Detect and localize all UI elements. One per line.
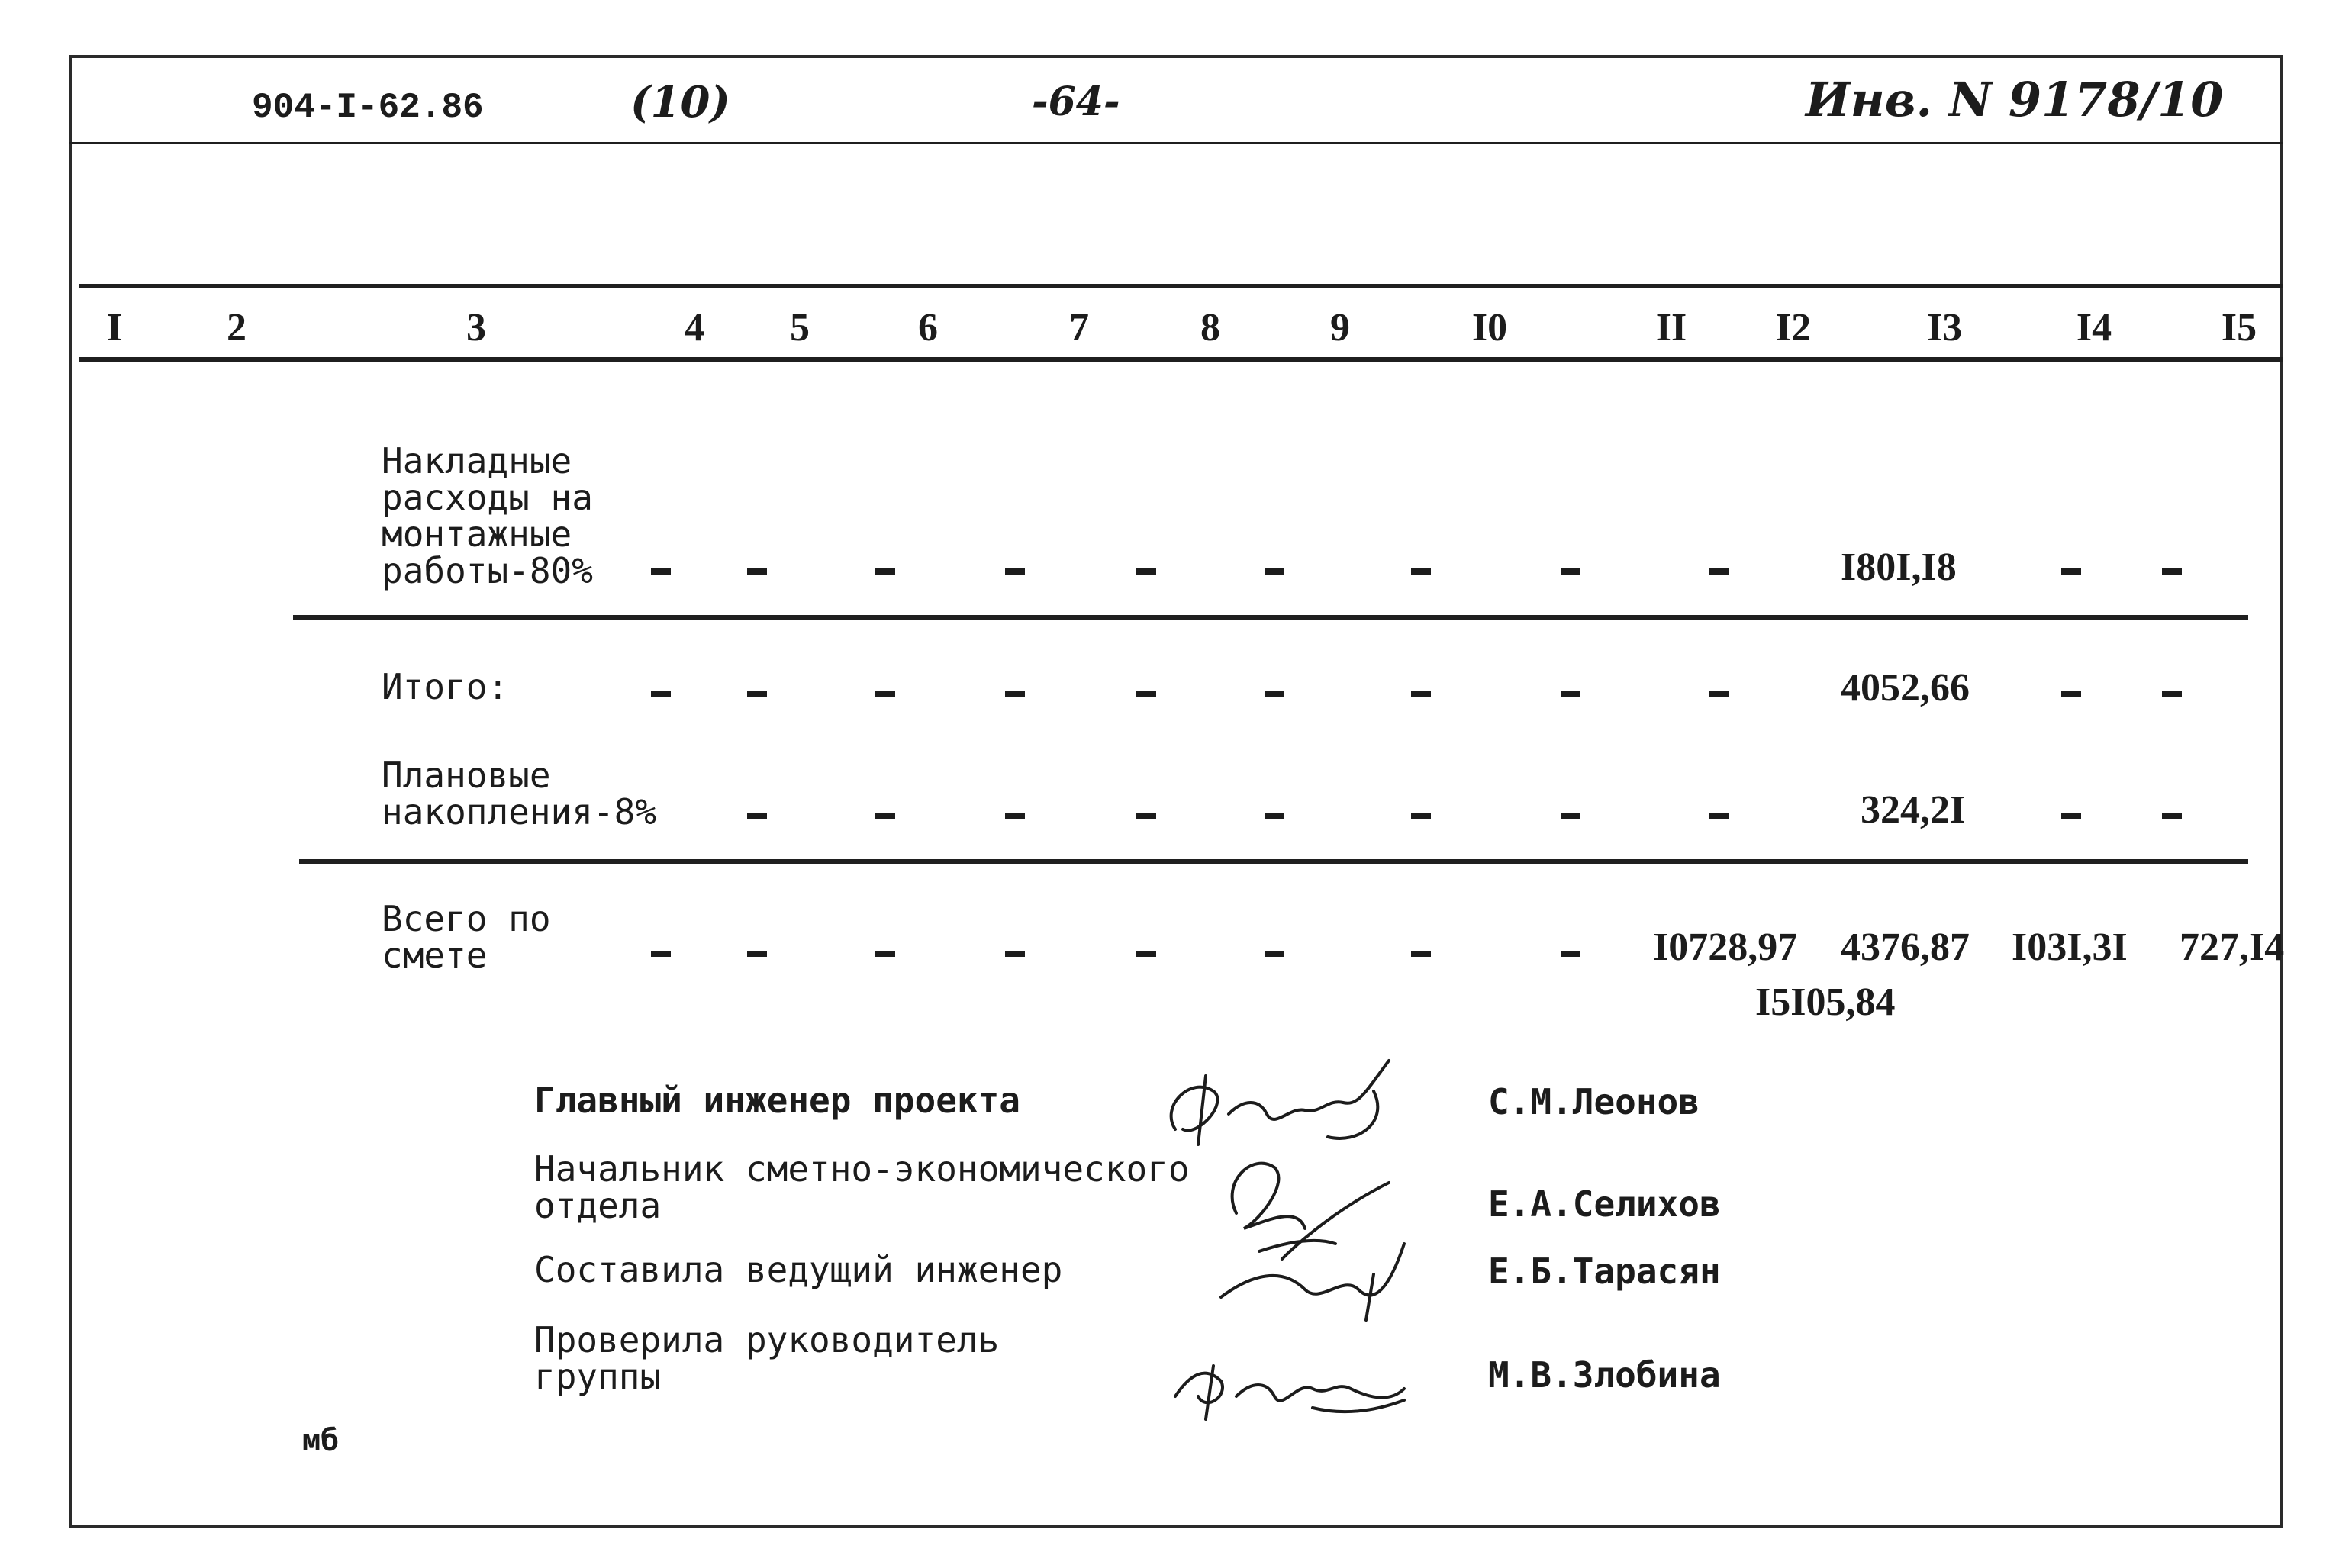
signature-name-4: М.В.Злобина <box>1488 1354 1721 1396</box>
header-rule <box>69 142 2283 144</box>
total-col15: 727,I4 <box>2180 926 2285 969</box>
column-number: 6 <box>918 306 938 349</box>
page-number: -64- <box>1032 79 1120 125</box>
empty-cell-dash-overhead <box>1561 568 1580 575</box>
empty-cell-dash-subtotal <box>2162 691 2182 697</box>
total-col13: 4376,87 <box>1841 926 1970 969</box>
empty-cell-dash-planned <box>1411 813 1431 819</box>
column-number: 7 <box>1069 306 1089 349</box>
column-number: I2 <box>1775 306 1812 349</box>
empty-cell-dash-total <box>1265 951 1284 957</box>
empty-cell-dash-subtotal <box>651 691 671 697</box>
column-number: I4 <box>2076 306 2112 349</box>
column-number: I <box>106 306 123 349</box>
value-subtotal: 4052,66 <box>1841 666 1970 710</box>
row-label-total: Всего по смете <box>382 898 551 976</box>
sheet-ref: (10) <box>630 77 730 127</box>
empty-cell-dash-subtotal <box>1561 691 1580 697</box>
column-number: I5 <box>2221 306 2257 349</box>
signature-name-3: Е.Б.Тарасян <box>1488 1251 1721 1292</box>
empty-cell-dash-subtotal <box>1265 691 1284 697</box>
empty-cell-dash-planned <box>1005 813 1025 819</box>
column-number: 8 <box>1200 306 1220 349</box>
empty-cell-dash-planned <box>1561 813 1580 819</box>
empty-cell-dash-subtotal <box>1709 691 1729 697</box>
empty-cell-dash-total <box>1411 951 1431 957</box>
empty-cell-dash-subtotal <box>875 691 895 697</box>
grand-total: I5I05,84 <box>1755 980 1896 1024</box>
column-number: 2 <box>227 306 246 349</box>
row-label-subtotal: Итого: <box>382 666 509 707</box>
empty-cell-dash-total <box>1005 951 1025 957</box>
empty-cell-dash-overhead <box>1265 568 1284 575</box>
empty-cell-dash-total <box>747 951 767 957</box>
empty-cell-dash-overhead <box>2162 568 2182 575</box>
empty-cell-dash-overhead <box>1709 568 1729 575</box>
empty-cell-dash-total <box>651 951 671 957</box>
empty-cell-dash-planned <box>1709 813 1729 819</box>
total-col14: I03I,3I <box>2012 926 2128 969</box>
empty-cell-dash-overhead <box>1136 568 1156 575</box>
value-overhead: I80I,I8 <box>1841 546 1957 589</box>
column-number: 4 <box>685 306 704 349</box>
empty-cell-dash-subtotal <box>747 691 767 697</box>
column-number: 3 <box>466 306 486 349</box>
separator-1 <box>293 615 2248 620</box>
empty-cell-dash-planned <box>875 813 895 819</box>
empty-cell-dash-subtotal <box>1005 691 1025 697</box>
empty-cell-dash-overhead <box>2061 568 2081 575</box>
empty-cell-dash-overhead <box>1005 568 1025 575</box>
signature-role-3: Составила ведущий инженер <box>534 1249 1063 1290</box>
separator-2 <box>299 859 2248 864</box>
signature-role-1: Главный инженер проекта <box>534 1080 1020 1121</box>
row-label-overhead: Накладные расходы на монтажные работы-80% <box>382 440 593 591</box>
empty-cell-dash-total <box>875 951 895 957</box>
column-number: 5 <box>790 306 810 349</box>
empty-cell-dash-subtotal <box>1136 691 1156 697</box>
footer-mark: мб <box>302 1423 340 1458</box>
inventory-number: Инв. N 9178/10 <box>1806 72 2224 127</box>
empty-cell-dash-planned <box>2061 813 2081 819</box>
value-planned: 324,2I <box>1861 788 1966 832</box>
column-number: 9 <box>1330 306 1350 349</box>
empty-cell-dash-overhead <box>875 568 895 575</box>
row-label-planned: Плановые накопления-8% <box>382 755 657 832</box>
empty-cell-dash-overhead <box>1411 568 1431 575</box>
empty-cell-dash-planned <box>1136 813 1156 819</box>
column-number: I3 <box>1926 306 1963 349</box>
empty-cell-dash-total <box>1561 951 1580 957</box>
empty-cell-dash-planned <box>2162 813 2182 819</box>
signature-name-2: Е.А.Селихов <box>1488 1183 1721 1225</box>
empty-cell-dash-subtotal <box>1411 691 1431 697</box>
doc-code: 904-I-62.86 <box>252 88 484 127</box>
column-top-rule <box>79 284 2283 288</box>
signature-role-2: Начальник сметно-экономического отдела <box>534 1148 1190 1226</box>
empty-cell-dash-planned <box>747 813 767 819</box>
signature-role-4: Проверила руководитель группы <box>534 1319 1000 1397</box>
column-number: I0 <box>1471 306 1508 349</box>
empty-cell-dash-overhead <box>747 568 767 575</box>
empty-cell-dash-total <box>1136 951 1156 957</box>
empty-cell-dash-subtotal <box>2061 691 2081 697</box>
column-number: II <box>1655 306 1687 349</box>
empty-cell-dash-overhead <box>651 568 671 575</box>
handwritten-signature-3 <box>1160 1343 1419 1427</box>
empty-cell-dash-planned <box>1265 813 1284 819</box>
total-col12: I0728,97 <box>1653 926 1798 969</box>
handwritten-signature-2 <box>1190 1137 1435 1335</box>
signature-name-1: С.М.Леонов <box>1488 1081 1700 1122</box>
column-bottom-rule <box>79 357 2283 362</box>
